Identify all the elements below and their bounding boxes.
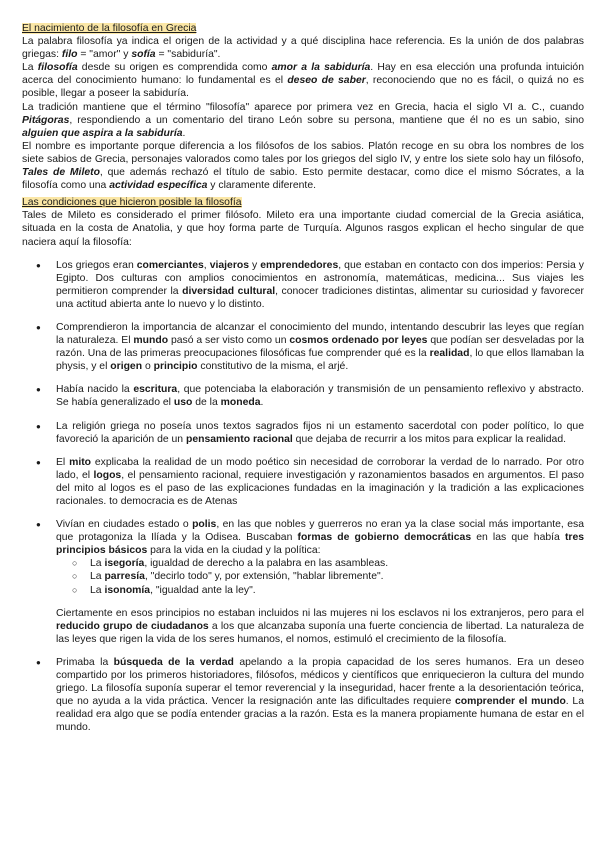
- paragraph-etimologia: La palabra filosofía ya indica el origen de la actividad y a qué disciplina hace referencia. Es la unión de dos palabras griegas: filo = "amor" y sofía = "sabiduría".: [22, 36, 584, 61]
- sublist-item: ○ La isegoría, igualdad de derecho a la palabra en las asambleas.: [90, 557, 584, 570]
- list-item: ● Primaba la búsqueda de la verdad apelando a la propia capacidad de los seres humanos. Era un deseo compartido por los primeros historiadores, filósofos, médicos y científicos que enriquecieron la cultura del mundo griego. La filosofía suponía superar el temor reverencial y la inseguridad, hacer frente a la desorientación teórica, que no ayuda a la vida práctica. Vencer la resignación ante las dificultades requiere comprender el mundo. La realidad era algo que se podía entender gracias a la razón. Esta es la manera propiamente humana de estar en el mundo.: [56, 656, 584, 735]
- heading-text: Las condiciones que hicieron posible la filosofía: [22, 197, 242, 209]
- conditions-list: [22, 259, 584, 735]
- principles-sublist: [56, 557, 584, 596]
- list-item: ● La religión griega no poseía unos textos sagrados fijos ni un estamento sacerdotal con poder político, lo que favoreció la aparición de un pensamiento racional que dejaba de recurrir a los mitos para explicar la realidad.: [56, 420, 584, 446]
- list-item: ● Había nacido la escritura, que potenciaba la elaboración y transmisión de un pensamiento reflexivo y abstracto. Se había generalizado el uso de la moneda.: [56, 383, 584, 409]
- paragraph-amor-sabiduria: La filosofía desde su origen es comprendida como amor a la sabiduría. Hay en esa elección una profunda intuición acerca del conocimiento humano: lo fundamental es el deseo de saber, reconociendo que no es fácil, o quizá no es posible, llegar a poseer la sabiduría.: [22, 62, 584, 100]
- paragraph-intro-condiciones: Tales de Mileto es considerado el primer filósofo. Mileto era una importante ciudad comercial de la Grecia asiática, situada en la costa de Anatolia, y que hoy forma parte de Turquía. Algunos rasgos explican el hecho singular de que naciera aquí la filosofía:: [22, 210, 584, 248]
- paragraph-sabios: El nombre es importante porque diferencia a los filósofos de los sabios. Platón recoge en su obra los nombres de los siete sabios de Grecia, personajes valorados como tales por los griegos del siglo IV, y entre los siete solo hay un filósofo, Tales de Mileto, que además rechazó el título de sabio. Esto permite destacar, como dice el mismo Sócrates, a la filosofía como una actividad específica y claramente diferente.: [22, 140, 584, 192]
- section-heading-condiciones: [22, 196, 584, 209]
- sublist-item: ○ La isonomía, "igualdad ante la ley".: [90, 584, 584, 597]
- list-item: ● El mito explicaba la realidad de un modo poético sin necesidad de corroborar la verdad de lo narrado. Por otro lado, el logos, el pensamiento racional, requiere investigación y razonamientos basados en argumentos. El paso del mito al logos es el paso de las explicaciones fundadas en la imaginación y la tradición a las explicaciones racionales. to democracia es de Atenas: [56, 456, 584, 508]
- section-heading-nacimiento: [22, 22, 584, 35]
- list-item: ● Vivían en ciudades estado o polis, en las que nobles y guerreros no eran ya la clase social más importante, esa que protagoniza la Ilíada y la Odisea. Buscaban formas de gobierno democráticas en las que había tres principios básicos para la vida en la ciudad y la política: ○ La isegoría, igualdad de derecho a la palabra en las asambleas. ○ La parresía, "decirlo todo" y, por extensión, "hablar libremente". ○ La isonomía, "igualdad ante la ley". Ciertamente en esos principios no estaban incluidos ni las mujeres ni los esclavos ni los extranjeros, pero para el reducido grupo de ciudadanos a los que alcanzaba suponía una fuerte conciencia de libertad. La naturaleza de las leyes que rigen la vida de los seres humanos, el nomos, estimuló el crecimiento de la filosofía.: [56, 518, 584, 646]
- sublist-item: ○ La parresía, "decirlo todo" y, por extensión, "hablar libremente".: [90, 570, 584, 583]
- heading-text: El nacimiento de la filosofía en Grecia: [22, 23, 197, 34]
- list-item: ● Los griegos eran comerciantes, viajeros y emprendedores, que estaban en contacto con dos imperios: Persia y Egipto. Dos culturas con amplios conocimientos en astronomía, matemáticas, medicina... Sus viajes les permitieron comprender la diversidad cultural, conocer tradiciones distintas, alimentar su curiosidad y favorecer una actitud abierta ante lo nuevo y lo distinto.: [56, 259, 584, 311]
- paragraph-libertad: Ciertamente en esos principios no estaban incluidos ni las mujeres ni los esclavos ni los extranjeros, pero para el reducido grupo de ciudadanos a los que alcanzaba suponía una fuerte conciencia de libertad. La naturaleza de las leyes que rigen la vida de los seres humanos, el nomos, estimuló el crecimiento de la filosofía.: [56, 607, 584, 645]
- list-item: ● Comprendieron la importancia de alcanzar el conocimiento del mundo, intentando descubrir las leyes que regían la naturaleza. El mundo pasó a ser visto como un cosmos ordenado por leyes que podían ser desveladas por la razón. Una de las primeras preocupaciones filosóficas fue comprender qué es la realidad, lo que ellos llamaban la physis, y el origen o principio constitutivo de la misma, el arjé.: [56, 321, 584, 373]
- paragraph-pitagoras: La tradición mantiene que el término "filosofía" aparece por primera vez en Grecia, hacia el siglo VI a. C., cuando Pitágoras, respondiendo a un comentario del tirano León sobre su persona, mantiene que él no es un sabio, sino alguien que aspira a la sabiduría.: [22, 101, 584, 139]
